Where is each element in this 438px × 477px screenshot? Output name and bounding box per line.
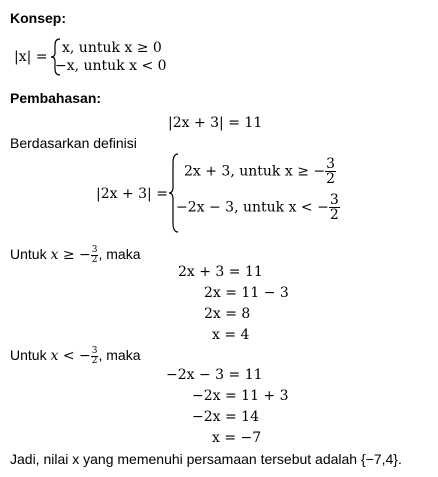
case-b-step-2: −2x = 11 + 3	[192, 388, 289, 404]
case-a-intro-math: x ≥ −	[50, 247, 91, 264]
case-a-step-1: 2x + 3 = 11	[178, 264, 263, 280]
konsep-heading: Konsep:	[10, 10, 66, 26]
case-a-intro-start: Untuk	[10, 246, 51, 263]
fraction-denominator: 2	[91, 255, 98, 265]
definisi-case-2-expr: −2x − 3, untuk x < −	[176, 199, 329, 216]
fraction-numerator: 3	[91, 346, 98, 356]
case-b-intro-end: , maka	[98, 347, 141, 364]
definisi-lhs: |2x + 3| =	[96, 186, 168, 202]
case-b-step-1: −2x − 3 = 11	[166, 367, 263, 383]
case-a-step-2: 2x = 11 − 3	[204, 285, 289, 301]
definisi-case-1-expr: 2x + 3, untuk x ≥ −	[184, 163, 326, 180]
konsep-case-1: x, untuk x ≥ 0	[62, 40, 162, 56]
case-a-step-3: 2x = 8	[204, 306, 251, 322]
case-a-step-4: x = 4	[212, 327, 250, 343]
konsep-case-2: −x, untuk x < 0	[55, 58, 167, 74]
main-equation: |2x + 3| = 11	[168, 115, 263, 131]
definisi-case-2-fraction	[329, 193, 340, 222]
fraction-numerator: 3	[91, 245, 98, 255]
konsep-lhs: |x| =	[14, 49, 48, 65]
fraction-numerator: 3	[329, 192, 339, 208]
case-b-intro-math: x < −	[50, 348, 91, 365]
fraction-numerator: 3	[326, 156, 336, 172]
definisi-text: Berdasarkan definisi	[10, 135, 137, 151]
fraction-denominator: 2	[91, 356, 98, 366]
definisi-case-2	[176, 193, 340, 222]
conclusion-text: Jadi, nilai x yang memenuhi persamaan tersebut adalah {−7,4}.	[10, 451, 402, 467]
case-b-intro	[10, 347, 140, 366]
case-b-step-3: −2x = 14	[192, 409, 259, 425]
case-b-step-4: x = −7	[212, 430, 262, 446]
fraction-denominator: 2	[326, 171, 336, 187]
case-a-intro	[10, 246, 140, 265]
fraction-denominator: 2	[329, 207, 339, 223]
pembahasan-heading: Pembahasan:	[10, 90, 102, 106]
case-b-intro-start: Untuk	[10, 347, 51, 364]
case-a-intro-end: , maka	[98, 246, 141, 263]
definisi-case-1-fraction	[325, 157, 336, 186]
definisi-case-1	[184, 157, 336, 186]
